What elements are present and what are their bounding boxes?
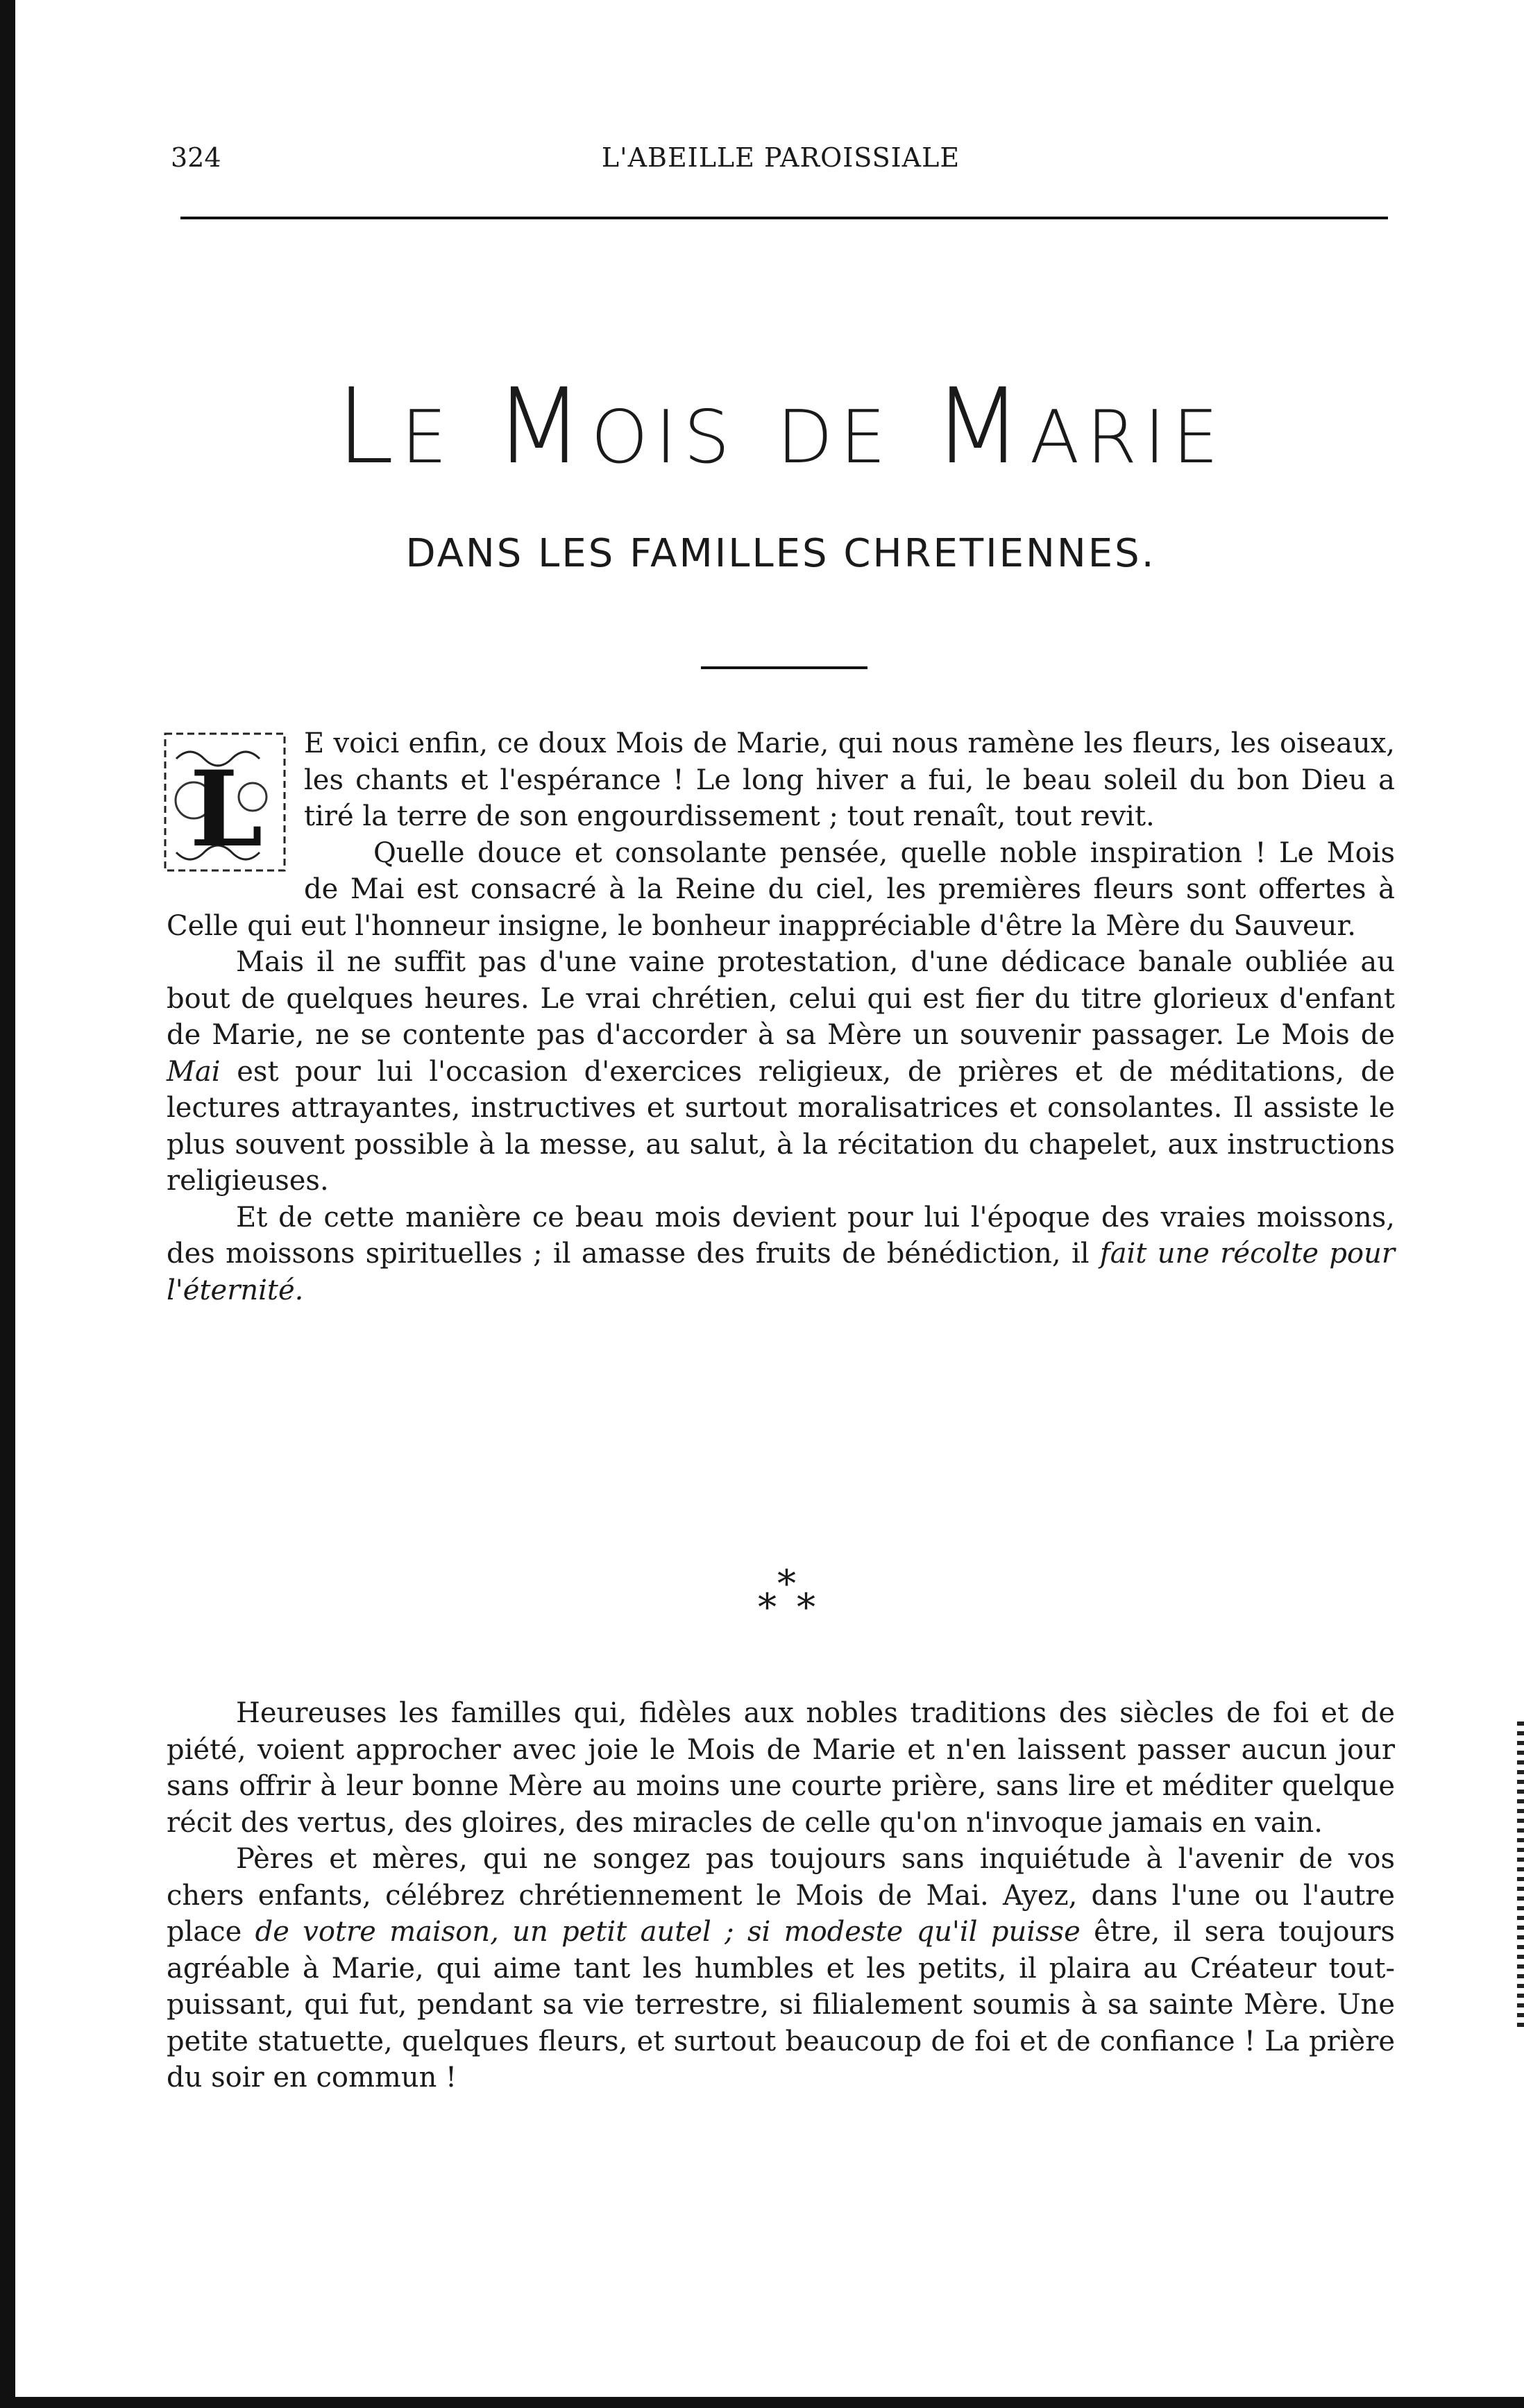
- running-header: [167, 142, 1395, 184]
- svg-text:L: L: [189, 748, 263, 870]
- paragraph-3: [167, 944, 1395, 1199]
- paragraph-4-italic: fait une récolte pour l'éternité.: [167, 1238, 1395, 1306]
- asterism-star-left: *: [758, 1585, 777, 1629]
- decorative-initial-l: [162, 731, 287, 873]
- paragraph-1-text: E voici enfin, ce doux Mois de Marie, qui nous ramène les fleurs, les oiseaux, les chants et l'espérance ! Le long hiver a fui, le beau soleil du bon Dieu a tiré la terre de son engourdissement ; tout renaît, tout revit.: [304, 727, 1395, 832]
- paragraph-6-italic: de votre maison, un petit autel ; si modeste qu'il puisse: [255, 1916, 1081, 1948]
- page-number: 324: [171, 142, 221, 173]
- paragraph-2: Quelle douce et consolante pensée, quelle noble inspiration ! Le Mois de Mai est consacré à la Reine du ciel, les premières fleurs sont offertes à Celle qui eut l'honneur insigne, le bonheur inappréciable d'être la Mère du Sauveur.: [167, 836, 1395, 942]
- paragraph-6-text-a: Pères et mères, qui ne songez pas toujours sans inquiétude à l'avenir de vos chers enfants, célébrez chrétiennement le Mois de Mai. Ayez, dans l'une ou l'autre place: [167, 1843, 1395, 1948]
- running-title: L'ABEILLE PAROISSIALE: [601, 142, 960, 173]
- article-body-part-2: [167, 1695, 1395, 2096]
- asterism-star-top: *: [777, 1562, 796, 1606]
- paragraph-5: Heureuses les familles qui, fidèles aux nobles traditions des siècles de foi et de piété, voient approcher avec joie le Mois de Marie et n'en laissent passer aucun jour sans offrir à leur bonne Mère au moins une courte prière, sans lire et méditer quelque récit des vertus, des gloires, des miracles de celle qu'on n'invoque jamais en vain.: [167, 1697, 1395, 1839]
- paragraph-4-text: Et de cette manière ce beau mois devient pour lui l'époque des vraies moissons, des moissons spirituelles ; il amasse des fruits de bénédiction, il: [167, 1201, 1395, 1270]
- article-title: [167, 367, 1395, 487]
- paragraph-3-mai: Mai: [167, 1055, 221, 1088]
- paragraph-3-text-b: est pour lui l'occasion d'exercices religieux, de prières et de méditations, de lectures attrayantes, instructives et surtout moralisatrices et consolantes. Il assiste le plus souvent possible à la messe, au salut, à la récitation du chapelet, aux instructions religieuses.: [167, 1055, 1395, 1197]
- article-title-text: Le Mois de Marie: [336, 367, 1226, 487]
- scan-bottom-border: [0, 2397, 1524, 2408]
- scan-right-edge-marks: [1517, 1721, 1524, 2027]
- paragraph-6: [167, 1841, 1395, 2096]
- header-rule: [180, 217, 1388, 219]
- asterism-star-right: *: [797, 1585, 815, 1629]
- article-body-part-1: [167, 725, 1395, 1308]
- paragraph-6-text-b: être, il sera toujours agréable à Marie, qui aime tant les humbles et les petits, il plaira au Créateur tout-puissant, qui fut, pendant sa vie terrestre, si filialement soumis à sa sainte Mère. Une petite statuette, quelques fleurs, et surtout beaucoup de foi et de confiance ! La prière du soir en commun !: [167, 1916, 1395, 2094]
- paragraph-4: [167, 1199, 1395, 1309]
- paragraph-1: [167, 725, 1395, 870]
- asterism-divider: [167, 1562, 1395, 1629]
- scan-left-border: [0, 0, 15, 2408]
- article-subtitle: DANS LES FAMILLES CHRETIENNES.: [405, 531, 1156, 576]
- paragraph-3-text-a: Mais il ne suffit pas d'une vaine protestation, d'une dédicace banale oubliée au bout de quelques heures. Le vrai chrétien, celui qui est fier du titre glorieux d'enfant de Marie, ne se contente pas d'accorder à sa Mère un souvenir passager. Le Mois de: [167, 946, 1395, 1051]
- section-divider: [701, 666, 867, 669]
